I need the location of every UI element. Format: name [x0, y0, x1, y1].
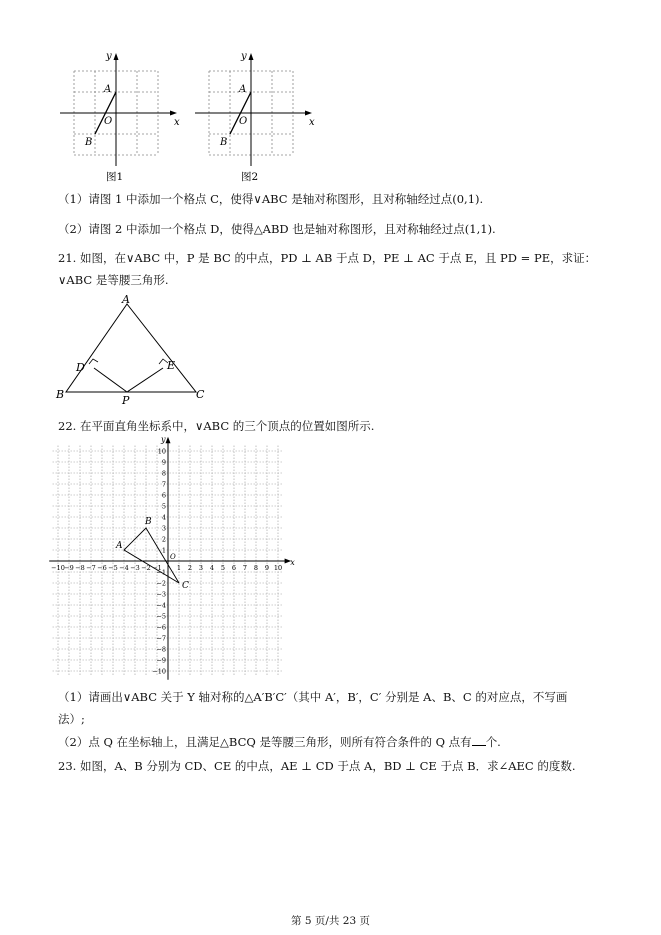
x-tick-label: −3	[130, 563, 140, 572]
q23-line1: 23. 如图，A、B 分别为 CD、CE 的中点，AE ⊥ CD 于点 A，BD ⊥ CE 于点 B．求∠AEC 的度数.	[58, 759, 576, 773]
y-tick-label: 1	[161, 546, 166, 555]
q22-part1-line2: 法）;	[58, 712, 85, 726]
y-tick-label: 2	[161, 535, 166, 544]
x-tick-label: −7	[86, 563, 96, 572]
y-tick-label: 10	[157, 447, 166, 456]
fig1-origin-label: O	[104, 116, 113, 127]
y-tick-label: −4	[156, 601, 166, 610]
y-tick-label: −2	[156, 579, 166, 588]
y-tick-label: −3	[156, 590, 166, 599]
x-tick-label: 2	[187, 563, 193, 572]
y-tick-label: 8	[161, 469, 166, 478]
y-tick-label: −9	[156, 656, 166, 665]
y-tick-label: 3	[161, 524, 166, 533]
x-tick-label: −8	[75, 563, 85, 572]
x-tick-label: 8	[253, 563, 259, 572]
x-tick-label: −9	[64, 563, 74, 572]
y-tick-label: −6	[156, 623, 166, 632]
q20-part2: （2）请图 2 中添加一个格点 D，使得△ABD 也是轴对称图形，且对称轴经过点(1,1).	[58, 222, 496, 236]
x-tick-label: −6	[97, 563, 107, 572]
grid-y-label: y	[161, 434, 166, 444]
fig2-point-b: B	[220, 137, 228, 148]
q21-line2: ∨ABC 是等腰三角形.	[58, 273, 169, 287]
x-tick-label: 3	[198, 563, 204, 572]
q22-part1-line1: （1）请画出∨ABC 关于 Y 轴对称的△A′B′C′（其中 A′，B′，C′ 分别是 A、B、C 的对应点，不写画	[58, 690, 568, 704]
fig2-point-a: A	[239, 84, 247, 95]
q22-part2-before: （2）点 Q 在坐标轴上，且满足△BCQ 是等腰三角形，则所有符合条件的 Q 点有	[58, 735, 472, 749]
fig1-y-label: y	[106, 51, 112, 62]
x-tick-label: −1	[152, 563, 162, 572]
fig2-x-label: x	[309, 117, 315, 128]
y-tick-label: 5	[161, 502, 166, 511]
q22-part2-after: 个.	[485, 735, 501, 749]
x-tick-label: 6	[231, 563, 237, 572]
q21-line1: 21. 如图，在∨ABC 中，P 是 BC 的中点，PD ⊥ AB 于点 D，PE ⊥ AC 于点 E，且 PD = PE，求证：	[58, 251, 597, 265]
x-tick-label: −4	[119, 563, 129, 572]
y-tick-label: −1	[156, 568, 166, 577]
x-tick-label: −5	[108, 563, 118, 572]
x-tick-label: 5	[220, 563, 226, 572]
y-tick-label: −8	[156, 645, 166, 654]
x-tick-label: 7	[242, 563, 248, 572]
q22-coordinate-grid	[51, 434, 308, 682]
y-tick-label: 6	[161, 491, 166, 500]
q21-label-p: P	[122, 394, 130, 407]
grid-x-label: x	[290, 558, 295, 567]
x-tick-label: −10	[51, 563, 65, 572]
q20-part1: （1）请图 1 中添加一个格点 C，使得∨ABC 是轴对称图形，且对称轴经过点(0,1).	[58, 192, 484, 206]
x-tick-label: 1	[176, 563, 182, 572]
page-footer: 第 5 页/共 23 页	[291, 915, 370, 927]
grid-origin-label: O	[170, 553, 176, 561]
fig2-y-label: y	[241, 51, 247, 62]
y-axis-arrow	[166, 437, 171, 444]
y-tick-label: −5	[156, 612, 166, 621]
y-tick-label: −7	[156, 634, 166, 643]
y-tick-label: 7	[161, 480, 166, 489]
fig1-caption: 图1	[106, 171, 124, 183]
x-tick-label: 10	[273, 563, 283, 572]
fig2-caption: 图2	[241, 171, 259, 183]
vertex-label-c: C	[182, 581, 189, 591]
x-tick-label: 4	[209, 563, 215, 572]
y-tick-label: 9	[161, 458, 166, 467]
x-tick-label: 9	[264, 563, 270, 572]
q21-label-d: D	[76, 361, 85, 374]
x-tick-label: −2	[141, 563, 151, 572]
q21-label-a: A	[122, 293, 130, 306]
fig2-origin-label: O	[239, 116, 248, 127]
fig1-x-label: x	[174, 117, 180, 128]
q21-label-c: C	[196, 388, 205, 401]
y-tick-label: −10	[152, 667, 166, 676]
q21-label-e: E	[167, 359, 176, 372]
q22-part2	[58, 734, 501, 750]
q22-answer-blank[interactable]	[472, 734, 486, 746]
q21-triangle-figure	[56, 292, 206, 407]
q21-label-b: B	[56, 388, 65, 401]
y-tick-label: 4	[161, 513, 166, 522]
vertex-label-a: A	[116, 541, 123, 551]
fig1-point-b: B	[85, 137, 93, 148]
vertex-label-b: B	[145, 517, 152, 527]
figure-1	[58, 48, 188, 183]
fig1-point-a: A	[104, 84, 112, 95]
q22-line1: 22. 在平面直角坐标系中，∨ABC 的三个顶点的位置如图所示.	[58, 419, 375, 433]
figure-2	[193, 48, 323, 183]
